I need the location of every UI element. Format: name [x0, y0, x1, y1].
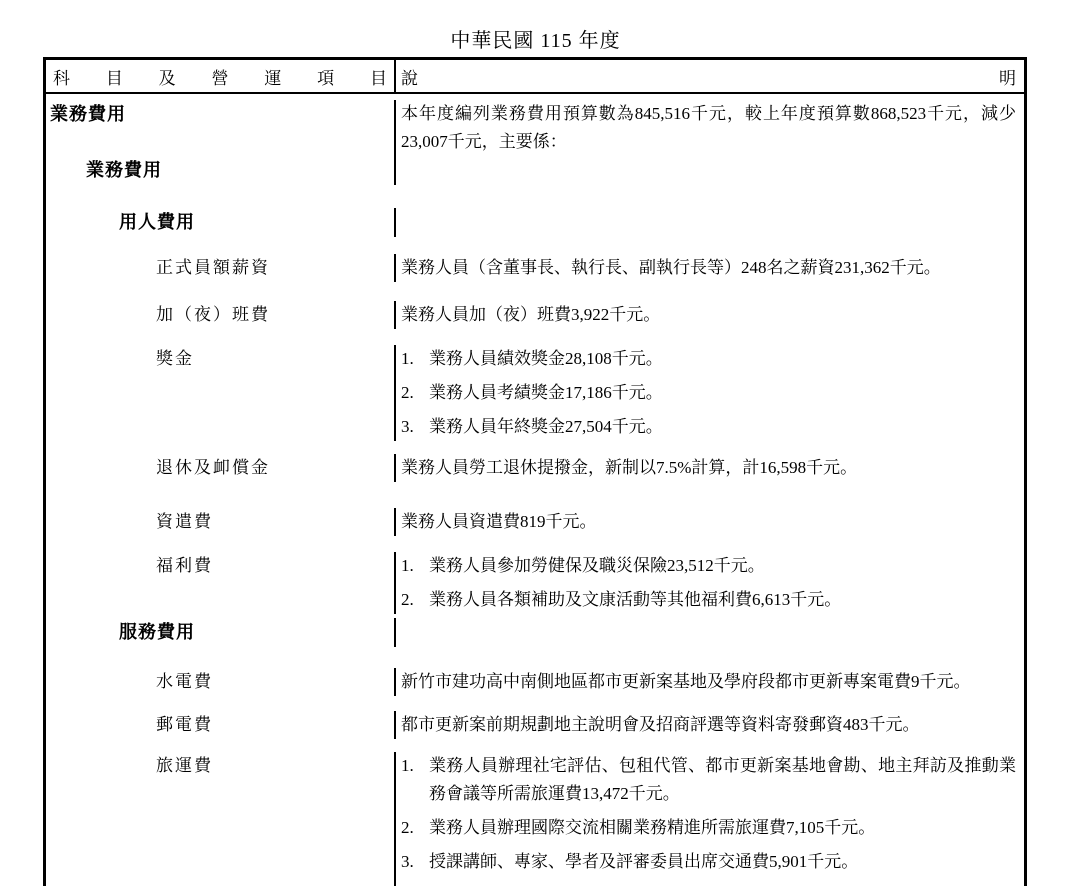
desc-paragraph: 業務人員（含董事長、執行長、副執行長等）248名之薪資231,362千元。	[401, 258, 941, 277]
desc-list-item	[401, 586, 1016, 614]
subject-cell	[46, 552, 396, 614]
row-label: 服務費用	[119, 622, 195, 642]
desc-item-number: 3.	[401, 852, 414, 871]
desc-list-item	[401, 752, 1016, 808]
table-body	[46, 94, 1024, 886]
header-description-label	[396, 60, 1024, 92]
description-cell	[396, 618, 1024, 647]
header-desc-end: 明	[999, 68, 1016, 88]
table-row	[46, 614, 1024, 647]
table-row	[46, 237, 1024, 282]
header-subject-char: 目	[105, 68, 123, 88]
filler-row	[46, 876, 1024, 886]
desc-list-item	[401, 814, 1016, 842]
header-subject-char: 目	[369, 68, 387, 88]
subject-cell	[46, 454, 396, 482]
table-row	[46, 94, 1024, 156]
description-cell	[396, 508, 1024, 536]
desc-item-text: 業務人員績效獎金28,108千元。	[429, 349, 663, 368]
description-cell	[396, 668, 1024, 696]
desc-item-number: 2.	[401, 818, 414, 837]
subject-cell	[46, 668, 396, 696]
subject-cell	[46, 345, 396, 441]
desc-item-text: 業務人員辦理社宅評估、包租代管、都市更新案基地會勘、地主拜訪及推動業務會議等所需旅運費13,472千元。	[429, 756, 1016, 803]
desc-item-text: 業務人員各類補助及文康活動等其他福利費6,613千元。	[429, 590, 842, 609]
subject-cell	[46, 301, 396, 329]
desc-item-text: 業務人員辦理國際交流相關業務精進所需旅運費7,105千元。	[429, 818, 876, 837]
table-row	[46, 739, 1024, 876]
table-row	[46, 441, 1024, 482]
desc-paragraph: 業務人員勞工退休提撥金，新制以7.5%計算，計16,598千元。	[401, 458, 858, 477]
table-row	[46, 282, 1024, 329]
budget-table	[43, 57, 1027, 886]
row-label: 福利費	[156, 556, 213, 575]
description-cell	[396, 552, 1024, 614]
description-cell	[396, 345, 1024, 441]
description-cell	[396, 254, 1024, 282]
row-label: 水電費	[156, 672, 213, 691]
table-row	[46, 185, 1024, 237]
desc-paragraph: 新竹市建功高中南側地區都市更新案基地及學府段都市更新專案電費9千元。	[401, 672, 971, 691]
desc-item-text: 業務人員參加勞健保及職災保險23,512千元。	[429, 556, 765, 575]
description-cell	[396, 752, 1024, 876]
row-label: 旅運費	[156, 756, 213, 775]
desc-item-number: 3.	[401, 417, 414, 436]
desc-item-number: 1.	[401, 349, 414, 368]
table-header	[46, 60, 1024, 94]
desc-list-item	[401, 379, 1016, 407]
table-row	[46, 329, 1024, 441]
subject-cell	[46, 711, 396, 739]
desc-list-item	[401, 848, 1016, 876]
desc-paragraph: 本年度編列業務費用預算數為845,516千元，較上年度預算數868,523千元，減少23,007千元，主要係：	[401, 104, 1016, 151]
subject-cell	[46, 254, 396, 282]
table-row	[46, 696, 1024, 739]
table-row	[46, 647, 1024, 696]
row-label: 業務費用	[50, 104, 126, 124]
header-subject-char: 營	[211, 68, 229, 88]
row-label: 退休及卹償金	[156, 458, 270, 477]
subject-cell	[46, 208, 396, 237]
row-label: 資遣費	[156, 512, 213, 531]
row-label: 正式員額薪資	[156, 258, 270, 277]
description-cell	[396, 711, 1024, 739]
desc-item-text: 授課講師、專家、學者及評審委員出席交通費5,901千元。	[429, 852, 859, 871]
desc-list-item	[401, 345, 1016, 373]
description-cell	[396, 208, 1024, 237]
table-row	[46, 482, 1024, 536]
desc-paragraph: 業務人員加（夜）班費3,922千元。	[401, 305, 661, 324]
subject-cell	[46, 100, 396, 156]
description-cell	[396, 301, 1024, 329]
row-label: 獎金	[156, 349, 194, 368]
desc-item-number: 1.	[401, 556, 414, 575]
desc-item-number: 1.	[401, 756, 414, 775]
header-subject-char: 項	[317, 68, 335, 88]
subject-cell	[46, 156, 396, 185]
description-cell	[396, 454, 1024, 482]
filler-subject-cell	[46, 876, 396, 886]
desc-list-item	[401, 552, 1016, 580]
subject-cell	[46, 618, 396, 647]
desc-item-text: 業務人員考績獎金17,186千元。	[429, 383, 663, 402]
desc-item-number: 2.	[401, 590, 414, 609]
description-cell	[396, 100, 1024, 156]
header-desc-start: 說	[401, 68, 418, 88]
desc-paragraph: 業務人員資遣費819千元。	[401, 512, 597, 531]
header-subject-char: 運	[264, 68, 282, 88]
description-cell	[396, 156, 1024, 185]
desc-item-text: 業務人員年終獎金27,504千元。	[429, 417, 663, 436]
row-label: 業務費用	[86, 160, 162, 180]
page-title: 中華民國 115 年度	[450, 30, 621, 52]
table-row	[46, 156, 1024, 185]
header-subject-label	[46, 60, 396, 92]
filler-description-cell	[396, 876, 1024, 886]
header-subject-char: 科	[53, 68, 70, 88]
header-subject-char: 及	[158, 68, 176, 88]
subject-cell	[46, 508, 396, 536]
desc-item-number: 2.	[401, 383, 414, 402]
row-label: 用人費用	[119, 212, 195, 232]
desc-paragraph: 都市更新案前期規劃地主說明會及招商評選等資料寄發郵資483千元。	[401, 715, 920, 734]
row-label: 郵電費	[156, 715, 213, 734]
row-label: 加（夜）班費	[156, 305, 270, 324]
table-row	[46, 536, 1024, 614]
desc-list-item	[401, 413, 1016, 441]
subject-cell	[46, 752, 396, 876]
